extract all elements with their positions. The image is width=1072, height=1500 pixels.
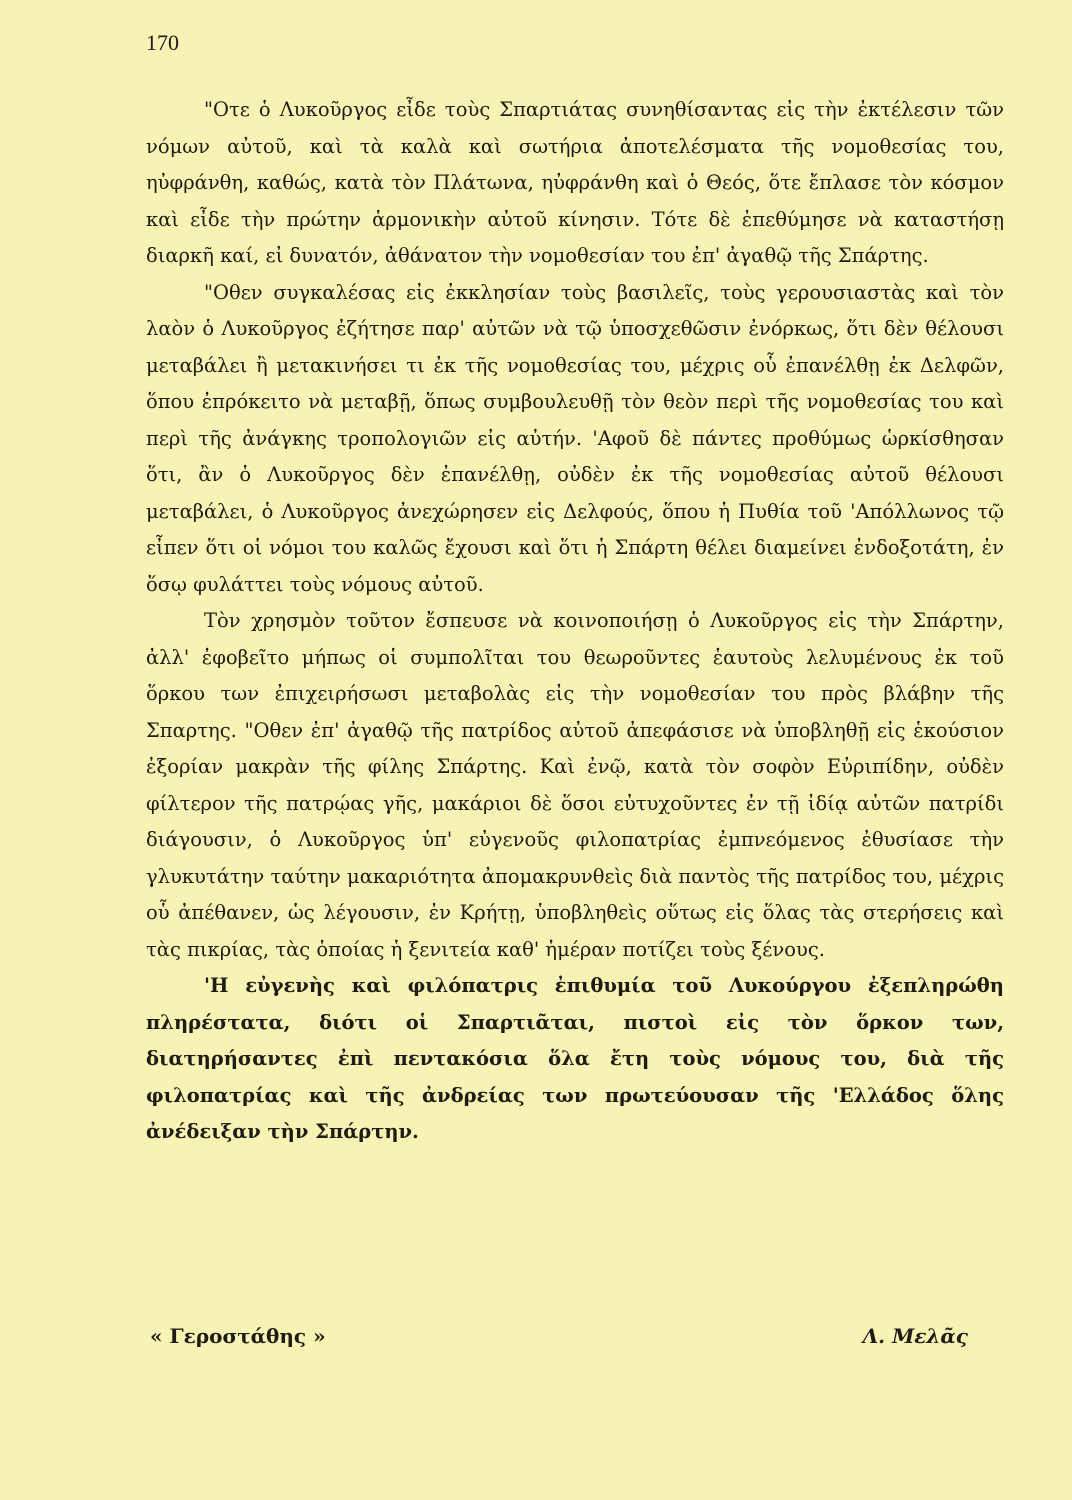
author-name: Λ. Μελᾶς [862,1324,968,1348]
paragraph-3: Τὸν χρησμὸν τοῦτον ἔσπευσε νὰ κοινοποιήσῃ ὁ Λυκοῦργος εἰς τὴν Σπάρτην, ἀλλ' ἐφοβεῖτο μήπως οἱ συμπολῖται του θεωροῦντες ἑαυτοὺς λελυμένους ἐκ τοῦ ὅρκου των ἐπιχειρήσωσι μεταβολὰς εἰς τὴν νομοθεσίαν του πρὸς βλάβην τῆς Σπαρτης. "Οθεν ἐπ' ἀγαθῷ τῆς πατρίδος αὐτοῦ ἀπεφάσισε νὰ ὑποβληθῇ εἰς ἑκούσιον ἐξορίαν μακρὰν τῆς φίλης Σπάρτης. Καὶ ἐνῷ, κατὰ τὸν σοφὸν Εὐριπίδην, οὐδὲν φίλτερον τῆς πατρῴας γῆς, μακάριοι δὲ ὅσοι εὐτυχοῦντες ἐν τῇ ἰδίᾳ αὐτῶν πατρίδι διάγουσιν, ὁ Λυκοῦργος ὑπ' εὐγενοῦς φιλοπατρίας ἐμπνεόμενος ἐθυσίασε τὴν γλυκυτάτην ταύτην μακαριότητα ἀπομακρυνθεὶς διὰ παντὸς τῆς πατρίδος του, μέχρις οὗ ἀπέθανεν, ὡς λέγουσιν, ἐν Κρήτῃ, ὑποβληθεὶς οὕτως εἰς ὅλας τὰς στερήσεις καὶ τὰς πικρίας, τὰς ὁποίας ἡ ξενιτεία καθ' ἡμέραν ποτίζει τοὺς ξένους. [146,609,1004,961]
paragraph-2: "Οθεν συγκαλέσας εἰς ἐκκλησίαν τοὺς βασιλεῖς, τοὺς γερουσιαστὰς καὶ τὸν λαὸν ὁ Λυκοῦργος ἐζήτησε παρ' αὐτῶν νὰ τῷ ὑποσχεθῶσιν ἐνόρκως, ὅτι δὲν θέλουσι μεταβάλει ἢ μετακινήσει τι ἐκ τῆς νομοθεσίας του, μέχρις οὗ ἐπανέλθῃ ἐκ Δελφῶν, ὅπου ἐπρόκειτο νὰ μεταβῇ, ὅπως συμβουλευθῇ τὸν θεὸν περὶ τῆς νομοθεσίας του καὶ περὶ τῆς ἀνάγκης τροπολογιῶν εἰς αὐτήν. 'Αφοῦ δὲ πάντες προθύμως ὡρκίσθησαν ὅτι, ἂν ὁ Λυκοῦργος δὲν ἐπανέλθῃ, οὐδὲν ἐκ τῆς νομοθεσίας αὐτοῦ θέλουσι μεταβάλει, ὁ Λυκοῦργος ἀνεχώρησεν εἰς Δελφούς, ὅπου ἡ Πυθία τοῦ 'Απόλλωνος τῷ εἶπεν ὅτι οἱ νόμοι του καλῶς ἔχουσι καὶ ὅτι ἡ Σπάρτη θέλει διαμείνει ἐνδοξοτάτη, ἐν ὅσῳ φυλάττει τοὺς νόμους αὐτοῦ. [146,280,1004,596]
page-number: 170 [146,30,179,55]
paragraph-1: "Οτε ὁ Λυκοῦργος εἶδε τοὺς Σπαρτιάτας συνηθίσαντας εἰς τὴν ἐκτέλεσιν τῶν νόμων αὐτοῦ, καὶ τὰ καλὰ καὶ σωτήρια ἀποτελέσματα τῆς νομοθεσίας του, ηὐφράνθη, καθώς, κατὰ τὸν Πλάτωνα, ηὐφράνθη καὶ ὁ Θεός, ὅτε ἔπλασε τὸν κόσμον καὶ εἶδε τὴν πρώτην ἁρμονικὴν αὐτοῦ κίνησιν. Τότε δὲ ἐπεθύμησε νὰ καταστήσῃ διαρκῆ καί, εἰ δυνατόν, ἀθάνατον τὴν νομοθεσίαν του ἐπ' ἀγαθῷ τῆς Σπάρτης. [146,98,1004,267]
source-title: « Γεροστάθης » [150,1324,326,1348]
paragraph-4: 'Η εὐγενὴς καὶ φιλόπατρις ἐπιθυμία τοῦ Λυκούργου ἐξεπληρώθη πληρέστατα, διότι οἱ Σπαρτιᾶται, πιστοὶ εἰς τὸν ὅρκον των, διατηρήσαντες ἐπὶ πεντακόσια ὅλα ἔτη τοὺς νόμους του, διὰ τῆς φιλοπατρίας καὶ τῆς ἀνδρείας των πρωτεύουσαν τῆς 'Ελλάδος ὅλης ἀνέδειξαν τὴν Σπάρτην. [146,974,1004,1143]
article-body [146,92,1004,1151]
